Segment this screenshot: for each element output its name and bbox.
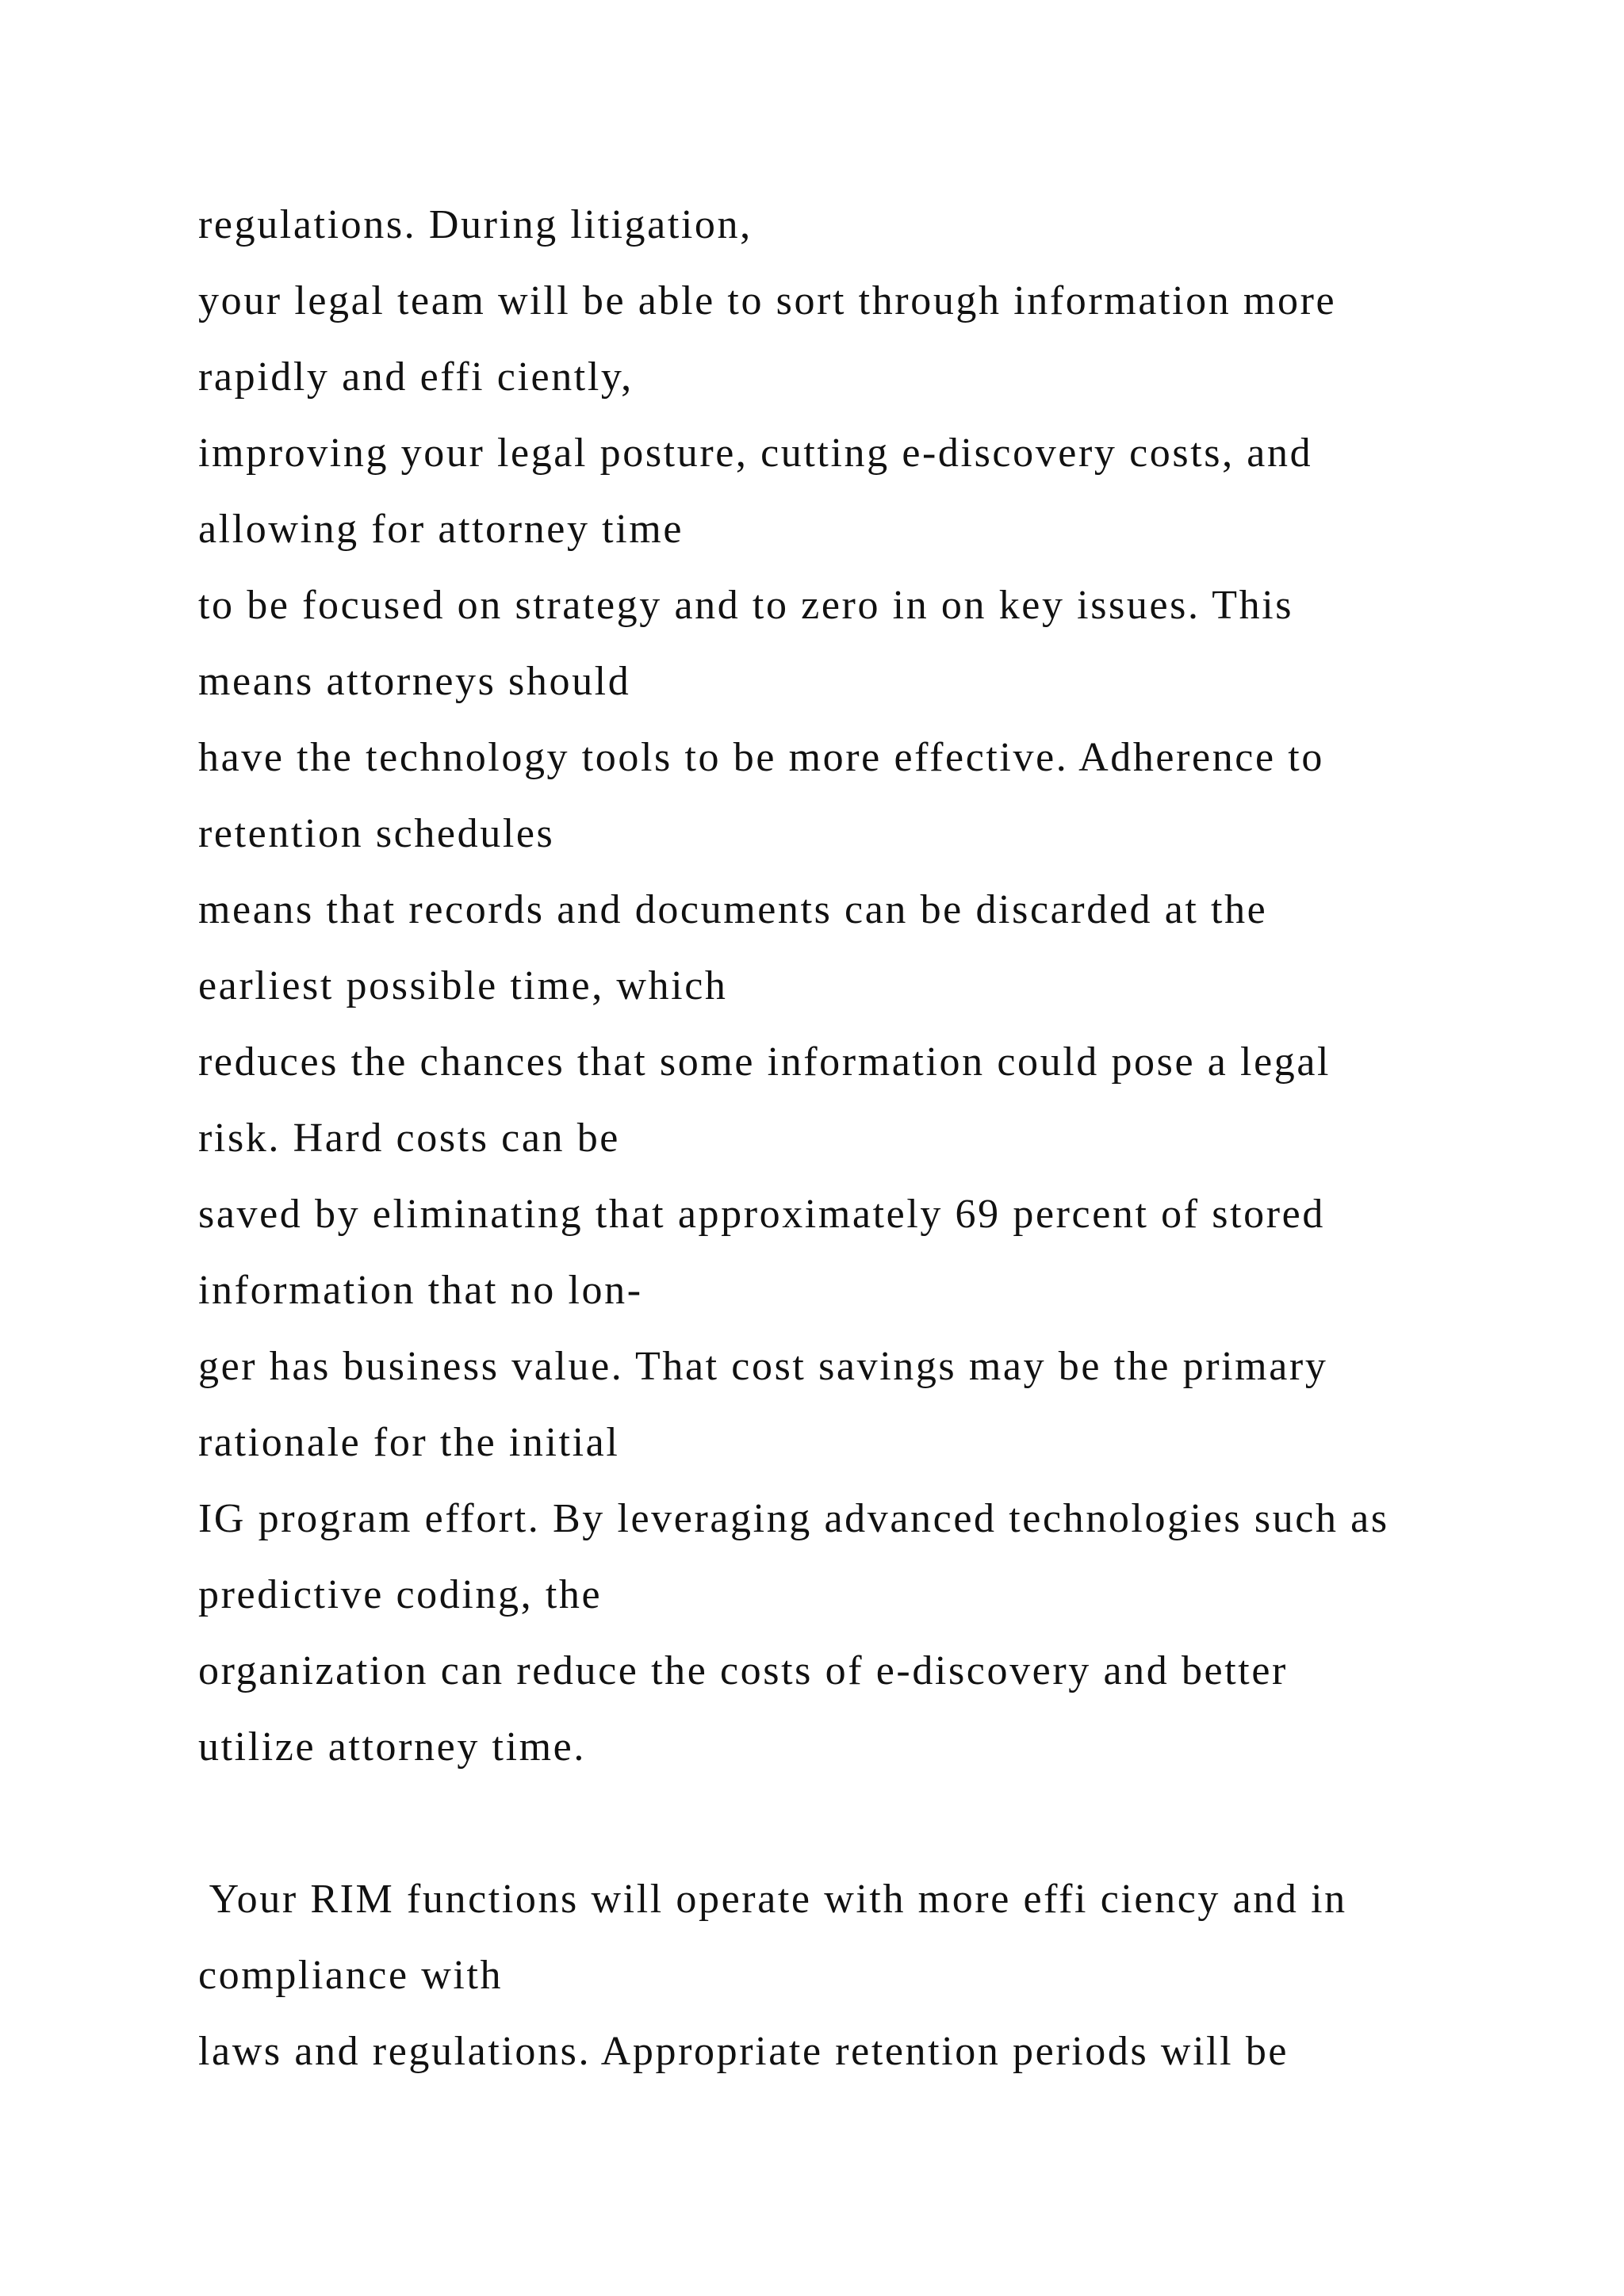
text-line: retention schedules: [198, 811, 555, 856]
text-line: saved by eliminating that approximately 69 percent of stored: [198, 1192, 1325, 1237]
text-line: have the technology tools to be more effective. Adherence to: [198, 735, 1324, 780]
text-line: improving your legal posture, cutting e-discovery costs, and: [198, 430, 1313, 476]
text-line: to be focused on strategy and to zero in on key issues. This: [198, 583, 1294, 628]
text-line: earliest possible time, which: [198, 963, 728, 1008]
text-line: rationale for the initial: [198, 1420, 620, 1465]
text-line: your legal team will be able to sort through information more: [198, 278, 1337, 323]
text-line: laws and regulations. Appropriate retention periods will be: [198, 2029, 1289, 2074]
text-line: utilize attorney time.: [198, 1724, 586, 1770]
text-line: IG program effort. By leveraging advanced technologies such as: [198, 1496, 1389, 1541]
paragraph-2: [198, 1862, 1610, 2090]
text-line: regulations. During litigation,: [198, 202, 753, 247]
text-line: information that no lon-: [198, 1268, 643, 1313]
text-line: means that records and documents can be discarded at the: [198, 887, 1268, 932]
text-line: organization can reduce the costs of e-discovery and better: [198, 1648, 1288, 1693]
document-body: [198, 187, 1610, 2090]
text-line: allowing for attorney time: [198, 507, 684, 552]
text-line: rapidly and effi ciently,: [198, 354, 634, 400]
text-line: reduces the chances that some information could pose a legal: [198, 1039, 1331, 1085]
text-line: predictive coding, the: [198, 1572, 603, 1617]
paragraph-1: [198, 187, 1610, 1785]
paragraph-gap: [198, 1785, 1610, 1862]
text-line: means attorneys should: [198, 659, 631, 704]
text-line: compliance with: [198, 1953, 504, 1998]
text-line: risk. Hard costs can be: [198, 1115, 620, 1161]
text-line: Your RIM functions will operate with more effi ciency and in: [198, 1877, 1347, 1922]
text-line: ger has business value. That cost savings may be the primary: [198, 1344, 1328, 1389]
